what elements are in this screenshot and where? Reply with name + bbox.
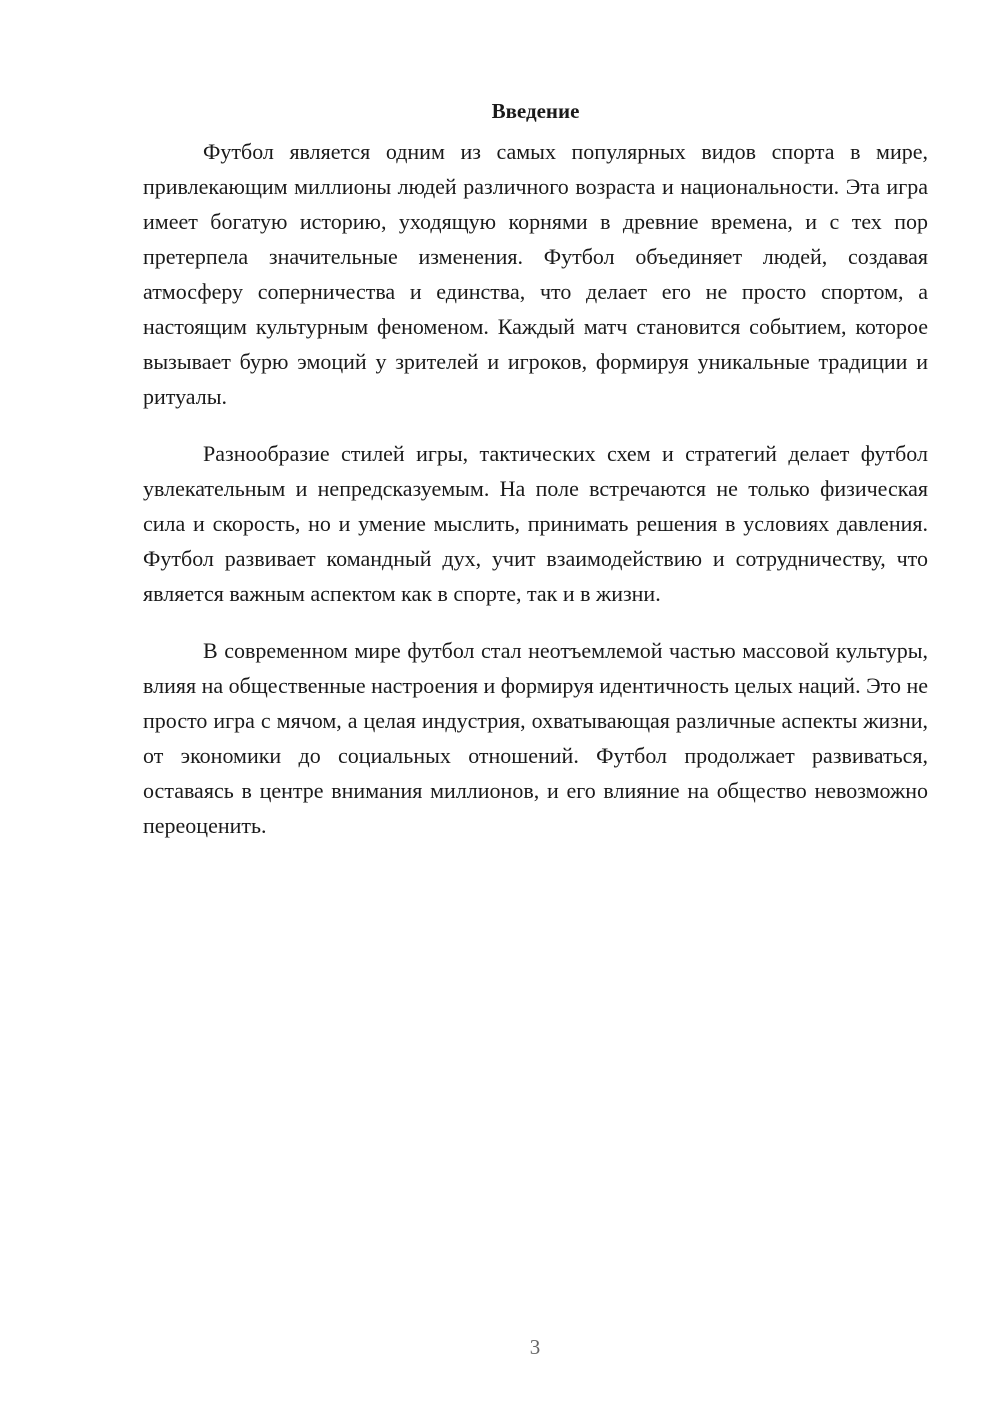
paragraph-1: Футбол является одним из самых популярных видов спорта в мире, привлекающим миллионы людей различного возраста и национальности. Эта игра имеет богатую историю, уходящую корнями в древние времена, и с тех пор претерпела значительные изменения. Футбол объединяет людей, создавая атмосферу соперничества и единства, что делает его не просто спортом, а настоящим культурным феноменом. Каждый матч становится событием, которое вызывает бурю эмоций у зрителей и игроков, формируя уникальные традиции и ритуалы. <box>143 139 928 409</box>
paragraph-3: В современном мире футбол стал неотъемлемой частью массовой культуры, влияя на общественные настроения и формируя идентичность целых наций. Это не просто игра с мячом, а целая индустрия, охватывающая различные аспекты жизни, от экономики до социальных отношений. Футбол продолжает развиваться, оставаясь в центре внимания миллионов, и его влияние на общество невозможно переоценить. <box>143 638 928 838</box>
paragraph-2: Разнообразие стилей игры, тактических схем и стратегий делает футбол увлекательным и непредсказуемым. На поле встречаются не только физическая сила и скорость, но и умение мыслить, принимать решения в условиях давления. Футбол развивает командный дух, учит взаимодействию и сотрудничеству, что является важным аспектом как в спорте, так и в жизни. <box>143 441 928 606</box>
section-heading: Введение <box>491 99 580 123</box>
document-body <box>143 94 928 865</box>
page-number: 3 <box>529 1335 541 1359</box>
